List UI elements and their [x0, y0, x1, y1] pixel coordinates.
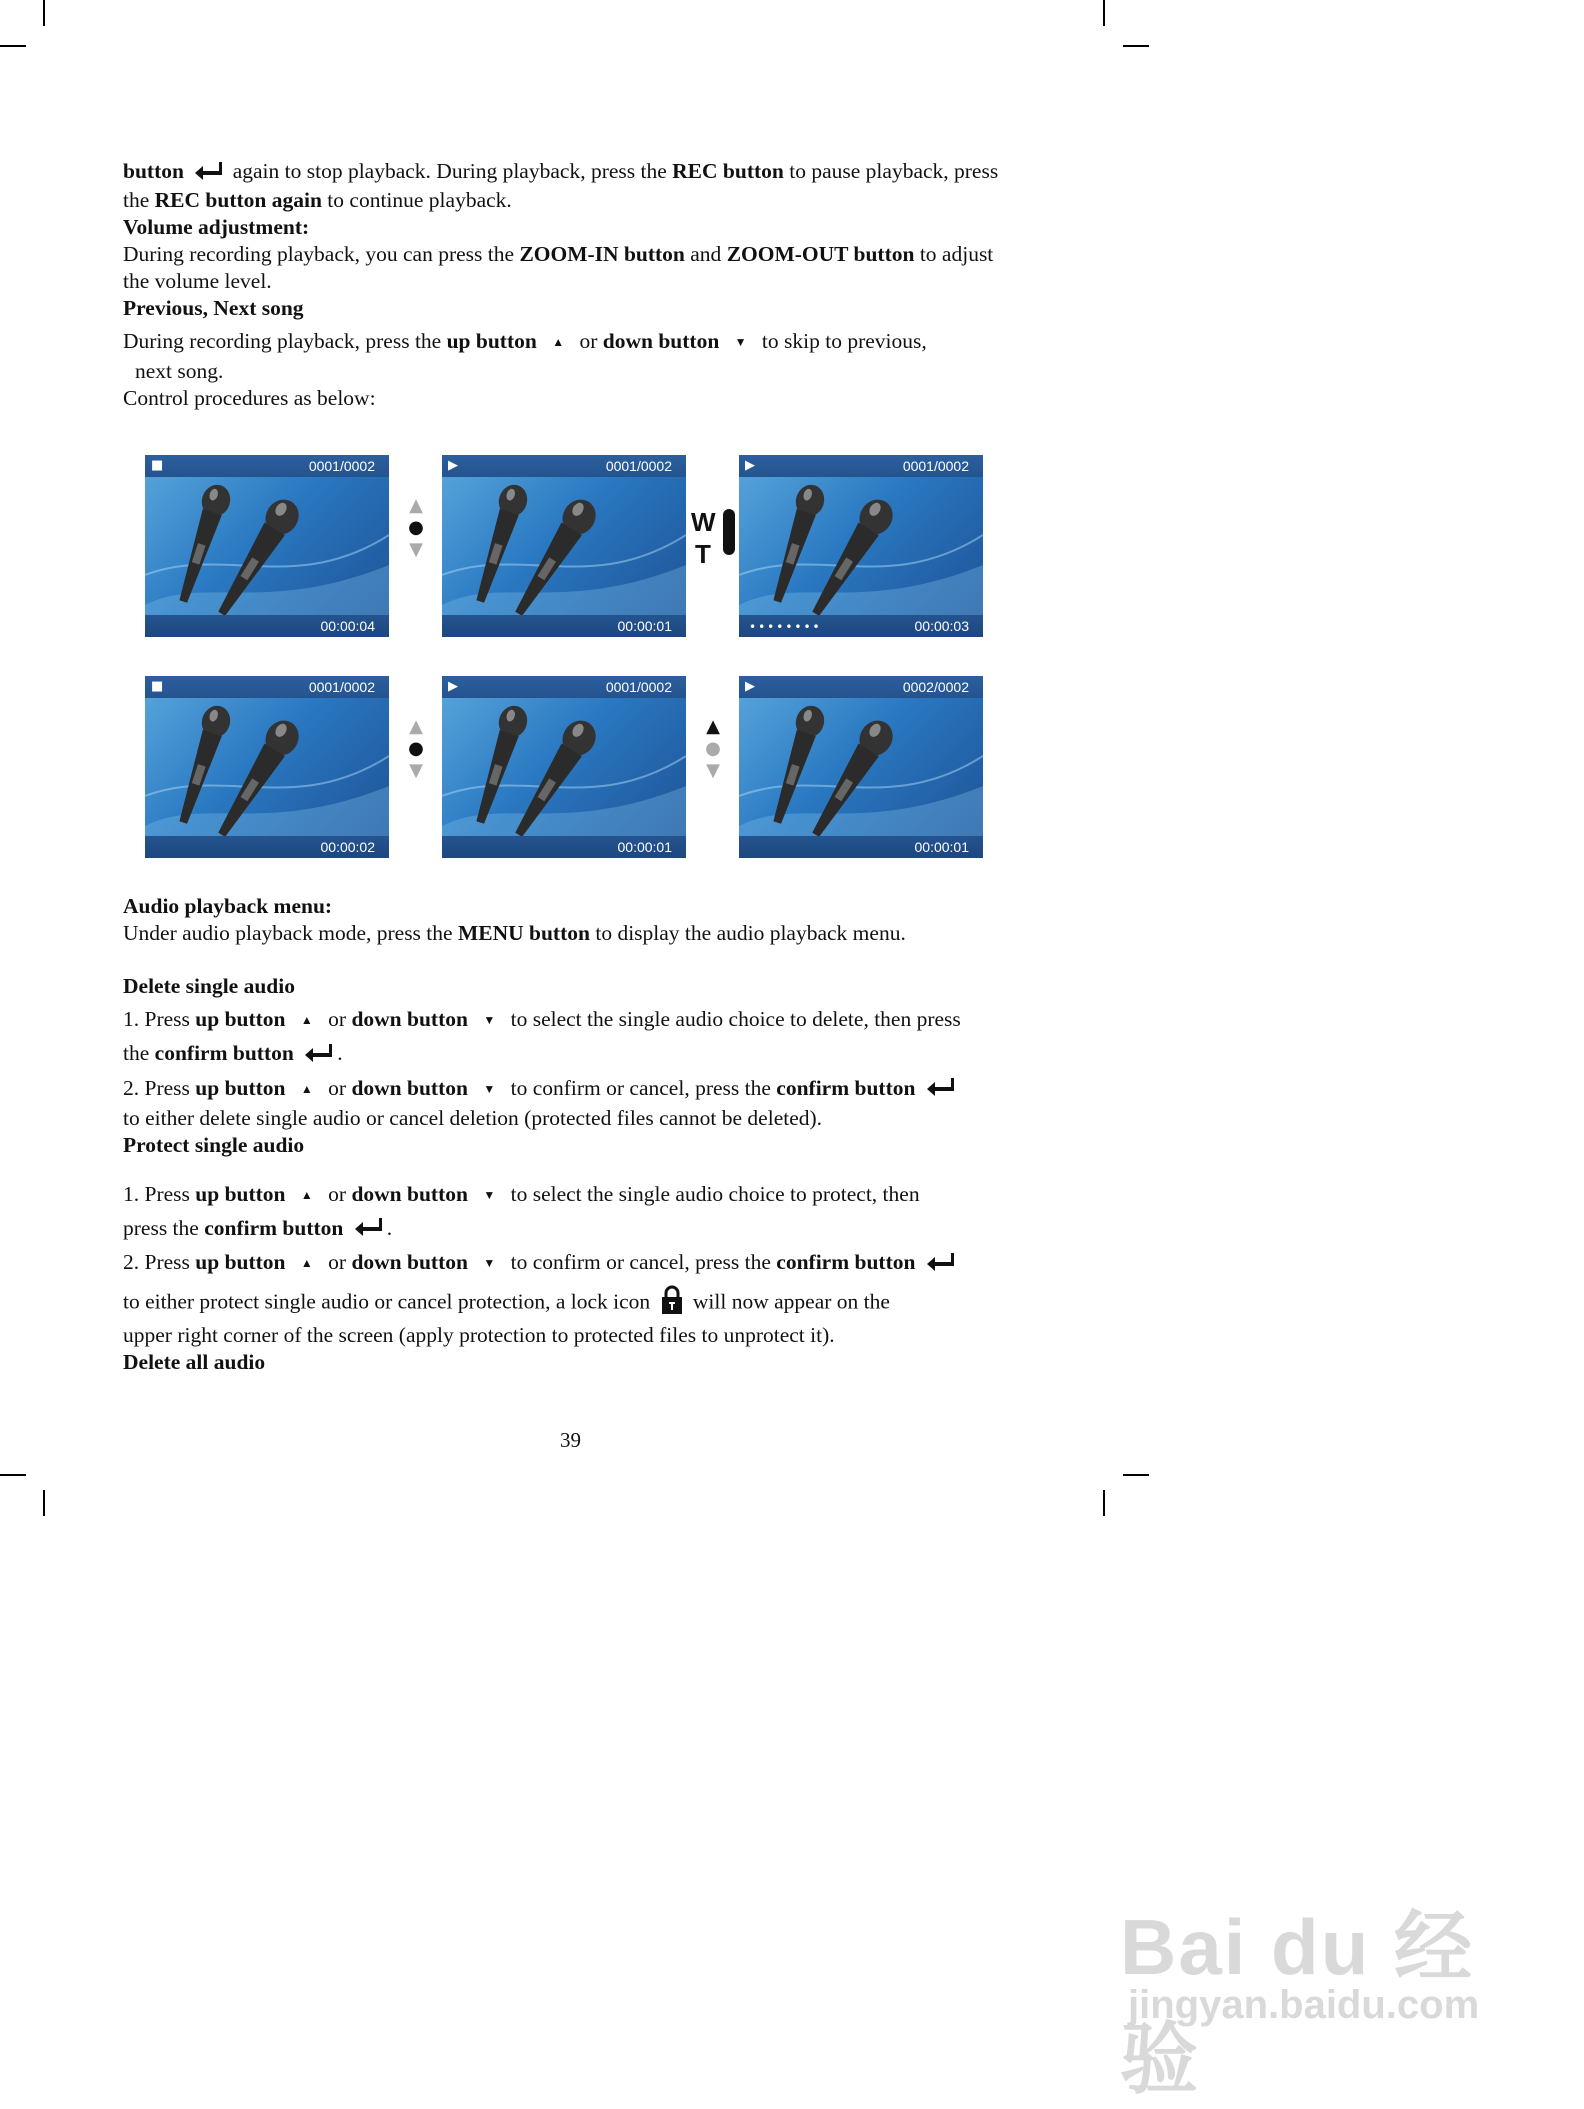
crop-mark	[43, 1490, 45, 1516]
crop-mark	[0, 45, 26, 47]
file-counter: 0002/0002	[902, 679, 969, 695]
playback-state-icon: ▶	[448, 458, 458, 473]
bold-text: ZOOM-OUT button	[726, 241, 915, 266]
file-counter: 0001/0002	[902, 458, 969, 474]
text: to either delete single audio or cancel deletion (protected files cannot be deleted).	[123, 1105, 823, 1130]
text: to select the single audio choice to delete, then press	[510, 1007, 961, 1031]
triangle-up-icon: ▲	[300, 1256, 313, 1271]
bold-text: up button	[195, 1181, 286, 1206]
bold-text: confirm button	[204, 1215, 344, 1240]
bold-text: confirm button	[776, 1250, 916, 1275]
bold-text: REC button	[672, 159, 784, 183]
bold-text: confirm button	[776, 1075, 916, 1100]
crop-mark	[0, 1474, 26, 1476]
bold-text: MENU button	[457, 921, 590, 945]
bold-text: down button	[351, 1181, 468, 1206]
section-heading	[123, 1132, 1023, 1159]
text: 2. Press	[123, 1250, 190, 1275]
elapsed-time: 00:00:02	[320, 839, 375, 855]
bold-text: down button	[351, 1007, 468, 1031]
manual-content	[123, 158, 1023, 412]
triangle-down-icon: ▼	[409, 760, 423, 781]
triangle-up-icon: ▲	[300, 1187, 313, 1202]
triangle-down-icon: ▼	[706, 760, 720, 781]
heading-delete-all: Delete all audio	[123, 1350, 266, 1375]
microphone-icon	[145, 676, 389, 858]
step: press the confirm button .	[123, 1215, 1023, 1244]
crop-mark	[43, 0, 45, 26]
elapsed-time: 00:00:01	[617, 618, 672, 634]
enter-arrow-icon	[925, 1076, 955, 1103]
playback-state-icon: ▶	[745, 679, 755, 694]
bold-text: REC button again	[154, 187, 322, 212]
triangle-up-icon: ▲	[300, 1081, 313, 1096]
bold-text: up button	[446, 328, 537, 353]
paragraph	[123, 358, 1023, 385]
playback-state-icon: ▶	[448, 679, 458, 694]
text: 1. Press	[123, 1181, 190, 1206]
nav-pad-icon	[696, 716, 730, 826]
text: 1. Press	[123, 1007, 190, 1031]
text: and	[690, 241, 722, 266]
zoom-lever-icon	[691, 507, 741, 577]
triangle-up-icon: ▲	[409, 716, 423, 737]
elapsed-time: 00:00:01	[914, 839, 969, 855]
triangle-up-icon: ▲	[552, 334, 565, 349]
enter-arrow-icon	[925, 1251, 955, 1278]
text: or	[328, 1181, 347, 1206]
device-screen	[442, 676, 686, 858]
crop-mark	[1123, 45, 1149, 47]
step	[123, 1249, 1023, 1279]
playback-state-icon: ■	[151, 679, 164, 694]
manual-content-lower	[123, 893, 1023, 1376]
watermark-brand: Bai du 经验	[1120, 1903, 1475, 2103]
step	[123, 1181, 1023, 1211]
triangle-down-icon: ▼	[483, 1013, 496, 1027]
text: or	[328, 1250, 347, 1275]
text: to adjust the volume level.	[123, 241, 994, 293]
enter-arrow-icon	[353, 1216, 383, 1243]
device-screen	[739, 455, 983, 637]
elapsed-time: 00:00:03	[914, 618, 969, 634]
page-number: 39	[560, 1428, 581, 1452]
step	[123, 1075, 1023, 1105]
triangle-up-icon: ▲	[300, 1013, 313, 1027]
file-counter: 0001/0002	[605, 458, 672, 474]
triangle-down-icon: ▼	[483, 1081, 496, 1096]
text: to confirm or cancel, press the	[510, 1250, 771, 1275]
triangle-up-icon: ▲	[706, 716, 720, 737]
elapsed-time: 00:00:04	[320, 618, 375, 634]
device-screen	[442, 455, 686, 637]
heading-prev-next: Previous, Next song	[123, 295, 304, 320]
text: Under audio playback mode, press the	[123, 921, 453, 945]
step	[123, 1006, 1023, 1036]
device-screen	[145, 676, 389, 858]
lock-icon	[660, 1285, 684, 1322]
text: again to stop playback. During playback, press the	[232, 159, 667, 183]
elapsed-time: 00:00:01	[617, 839, 672, 855]
watermark	[1120, 1855, 1500, 2103]
text: will now appear on the	[692, 1289, 890, 1314]
crop-mark	[1103, 0, 1105, 26]
text: Control procedures as below:	[123, 385, 376, 410]
section-heading	[123, 295, 1023, 322]
bold-text: ZOOM-IN button	[519, 241, 685, 266]
playback-state-icon: ■	[151, 458, 164, 473]
figure-row-1	[145, 455, 983, 637]
bold-text: down button	[351, 1075, 468, 1100]
triangle-down-icon: ▼	[483, 1187, 496, 1202]
text: press the	[123, 1215, 199, 1240]
paragraph	[123, 385, 1023, 412]
watermark-url: jingyan.baidu.com	[1128, 1983, 1480, 2027]
center-dot-icon: ●	[408, 738, 424, 759]
playback-state-icon: ▶	[745, 458, 755, 473]
section-heading	[123, 214, 1023, 241]
step: the confirm button .	[123, 1040, 1023, 1069]
zoom-lever	[723, 509, 735, 555]
zoom-w-label: W	[691, 507, 716, 537]
text: to display the audio playback menu.	[595, 921, 906, 945]
text: or	[328, 1075, 347, 1100]
paragraph	[123, 920, 1023, 947]
text: upper right corner of the screen (apply protection to protected files to unprotect it).	[123, 1323, 835, 1348]
paragraph	[123, 1285, 1023, 1322]
bold-text: up button	[195, 1007, 286, 1031]
paragraph	[123, 241, 1013, 295]
heading-volume: Volume adjustment:	[123, 214, 310, 239]
triangle-down-icon: ▼	[734, 334, 747, 349]
device-screen	[739, 676, 983, 858]
nav-pad-icon	[399, 716, 433, 826]
triangle-down-icon: ▼	[409, 539, 423, 560]
enter-arrow-icon	[193, 160, 223, 187]
section-heading	[123, 1349, 1023, 1376]
figure-row-2	[145, 676, 983, 858]
center-dot-icon: ●	[408, 517, 424, 538]
paragraph	[123, 158, 1023, 214]
text: to select the single audio choice to protect, then	[510, 1181, 920, 1206]
file-counter: 0001/0002	[308, 679, 375, 695]
text: to confirm or cancel, press the	[510, 1075, 771, 1100]
text: to continue playback.	[327, 187, 512, 212]
paragraph	[123, 328, 1023, 358]
text: the	[123, 1041, 150, 1065]
file-counter: 0001/0002	[308, 458, 375, 474]
center-dot-icon: ●	[705, 738, 721, 759]
device-screen	[145, 455, 389, 637]
section-heading	[123, 973, 1023, 1000]
bold-text: down button	[602, 328, 720, 353]
enter-arrow-icon	[303, 1042, 333, 1069]
triangle-up-icon: ▲	[409, 495, 423, 516]
text: 2. Press	[123, 1075, 190, 1100]
nav-pad-icon	[399, 495, 433, 605]
text: or	[579, 328, 598, 353]
paragraph	[123, 1322, 1023, 1349]
heading-audio-menu: Audio playback menu:	[123, 894, 333, 918]
crop-mark	[1103, 1490, 1105, 1516]
triangle-down-icon: ▼	[483, 1256, 496, 1271]
heading-protect-single: Protect single audio	[123, 1132, 305, 1157]
microphone-icon	[739, 676, 983, 858]
text: to either protect single audio or cancel protection, a lock icon	[123, 1289, 651, 1314]
volume-level-dots: ••••••••	[749, 620, 822, 634]
microphone-icon	[442, 455, 686, 637]
text: During recording playback, press the	[123, 328, 442, 353]
crop-mark	[1123, 1474, 1149, 1476]
text: next song.	[135, 358, 224, 383]
bold-text: up button	[195, 1250, 286, 1275]
microphone-icon	[145, 455, 389, 637]
section-heading	[123, 893, 1023, 920]
heading-delete-single: Delete single audio	[123, 974, 295, 998]
zoom-t-label: T	[695, 539, 711, 569]
text: or	[328, 1007, 347, 1031]
text: to skip to previous,	[761, 328, 927, 353]
bold-text: down button	[351, 1250, 468, 1275]
microphone-icon	[739, 455, 983, 637]
bold-text: confirm button	[154, 1041, 294, 1065]
text: During recording playback, you can press the	[123, 241, 515, 266]
paragraph	[123, 1105, 1023, 1132]
file-counter: 0001/0002	[605, 679, 672, 695]
bold-text: up button	[195, 1075, 286, 1100]
microphone-icon	[442, 676, 686, 858]
text: to pause playback, press the	[123, 159, 999, 212]
bold-text: button	[123, 159, 184, 183]
